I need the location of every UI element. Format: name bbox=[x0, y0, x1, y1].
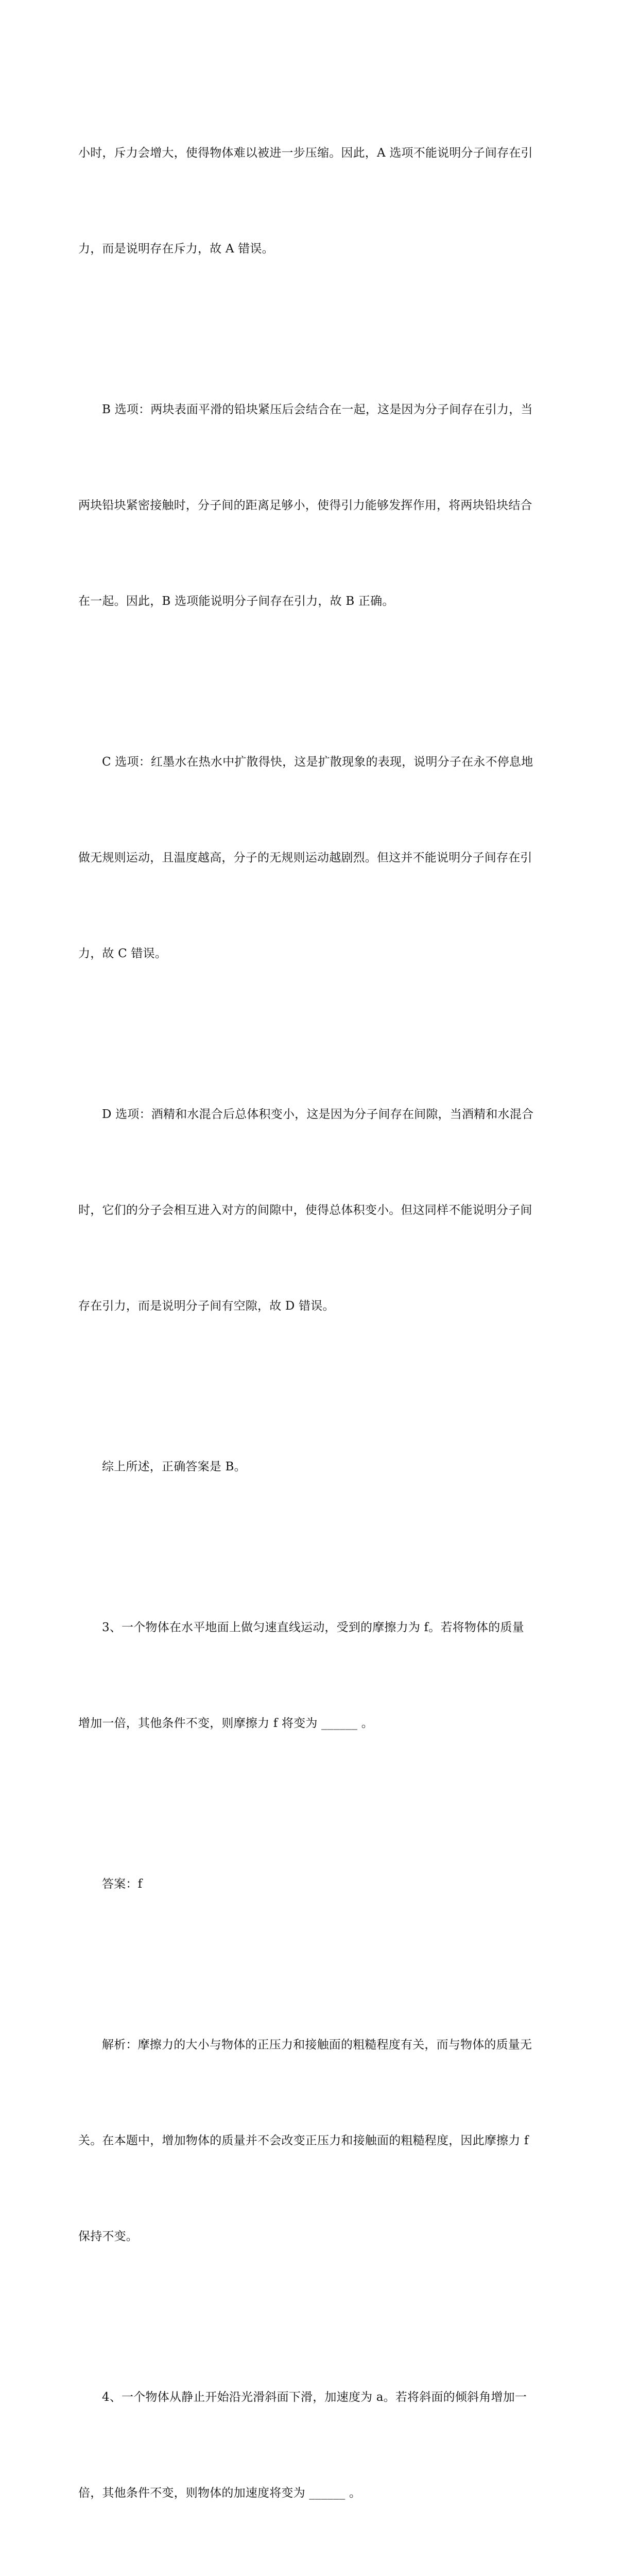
text-line: 力，故 C 错误。 bbox=[78, 947, 167, 960]
text-line: C 选项：红墨水在热水中扩散得快，这是扩散现象的表现，说明分子在永不停息地 bbox=[102, 755, 533, 769]
question-4 bbox=[78, 2317, 560, 2573]
paragraph-option-a-conclusion bbox=[78, 73, 560, 329]
text-line: 4、一个物体从静止开始沿光滑斜面下滑，加速度为 a。若将斜面的倾斜角增加一 bbox=[102, 2391, 527, 2404]
analysis-3 bbox=[78, 1965, 560, 2316]
paragraph-option-c bbox=[78, 682, 560, 1033]
text-line: 存在引力，而是说明分子间有空隙，故 D 错误。 bbox=[78, 1299, 335, 1313]
answer-4 bbox=[78, 2574, 560, 2576]
text-line: 在一起。因此，B 选项能说明分子间存在引力，故 B 正确。 bbox=[78, 595, 394, 608]
text-line: 保持不变。 bbox=[78, 2230, 138, 2243]
text-line: B 选项：两块表面平滑的铅块紧压后会结合在一起，这是因为分子间存在引力，当 bbox=[102, 403, 533, 416]
paragraph-summary bbox=[78, 1387, 560, 1547]
text-line: 力，而是说明存在斥力，故 A 错误。 bbox=[78, 242, 274, 256]
question-3 bbox=[78, 1548, 560, 1803]
text-line: 关。在本题中，增加物体的质量并不会改变正压力和接触面的粗糙程度，因此摩擦力 f bbox=[78, 2134, 529, 2147]
document-body bbox=[78, 73, 560, 2576]
text-line: D 选项：酒精和水混合后总体积变小，这是因为分子间存在间隙，当酒精和水混合 bbox=[102, 1108, 534, 1121]
text-line: 增加一倍，其他条件不变，则摩擦力 f 将变为 ______ 。 bbox=[78, 1717, 373, 1730]
text-line: 3、一个物体在水平地面上做匀速直线运动，受到的摩擦力为 f。若将物体的质量 bbox=[102, 1621, 524, 1634]
text-line: 小时，斥力会增大，使得物体难以被进一步压缩。因此，A 选项不能说明分子间存在引 bbox=[78, 146, 533, 160]
paragraph-option-b bbox=[78, 330, 560, 681]
text-line: 解析：摩擦力的大小与物体的正压力和接触面的粗糙程度有关，而与物体的质量无 bbox=[102, 2038, 532, 2052]
text-line: 时，它们的分子会相互进入对方的间隙中，使得总体积变小。但这同样不能说明分子间 bbox=[78, 1204, 532, 1217]
text-line: 综上所述，正确答案是 B。 bbox=[102, 1460, 246, 1473]
text-line: 答案：f bbox=[102, 1877, 143, 1891]
paragraph-option-d bbox=[78, 1035, 560, 1386]
text-line: 倍，其他条件不变，则物体的加速度将变为 ______ 。 bbox=[78, 2486, 361, 2500]
answer-3 bbox=[78, 1804, 560, 1964]
text-line: 做无规则运动，且温度越高，分子的无规则运动越剧烈。但这并不能说明分子间存在引 bbox=[78, 851, 532, 865]
text-line: 两块铅块紧密接触时，分子间的距离足够小，使得引力能够发挥作用，将两块铅块结合 bbox=[78, 499, 532, 512]
